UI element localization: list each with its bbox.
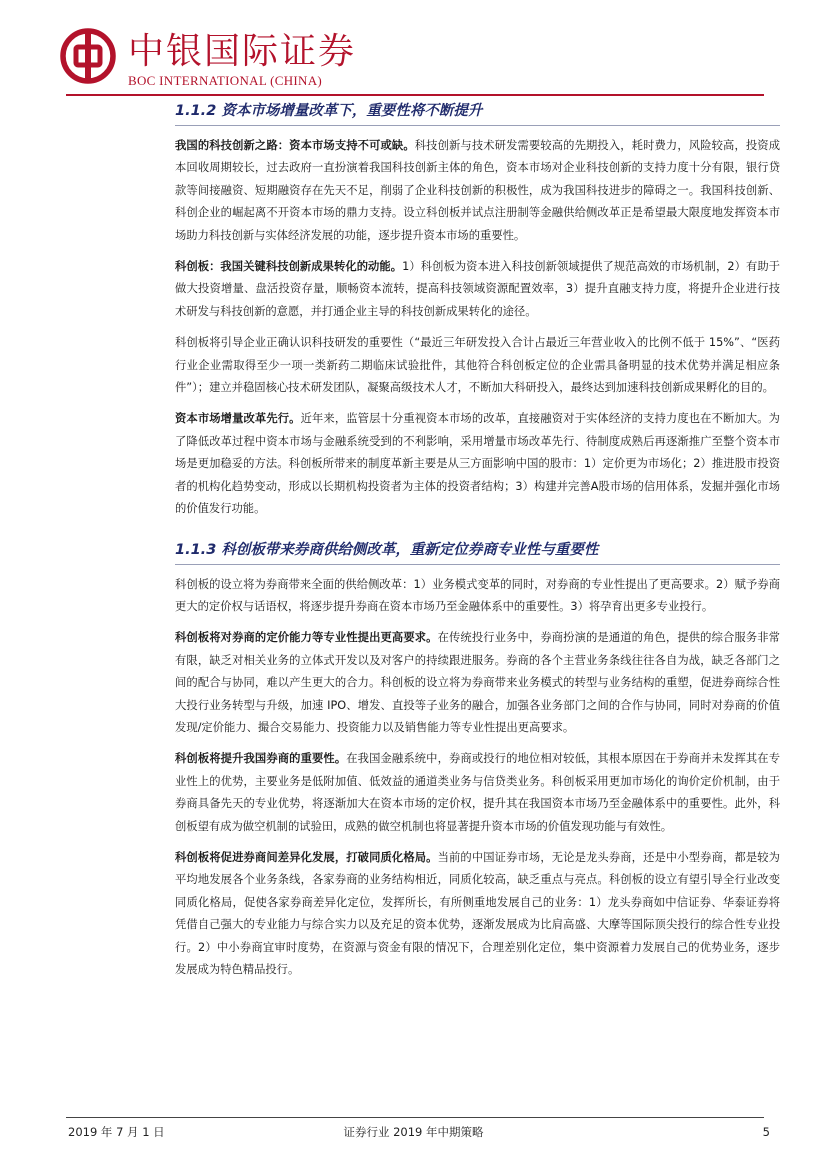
paragraph-lead: 科创板：我国关键科技创新成果转化的动能。 <box>175 260 403 274</box>
paragraph-text: 在传统投行业务中，券商扮演的是通道的角色，提供的综合服务非常有限，缺乏对相关业务的立体式开发以及对客户的持续跟进服务。券商的各个主营业务条线往往各自为战，缺乏各部门之间的配合与协同，难以产生更大的合力。科创板的设立将为券商带来业务模式的转型与业务结构的重塑，促进券商综合性大投行业务转型与升级，加速 IPO、增发、直投等子业务的融合，加强各业务部门之间的合作与协同，同时对券商的价值发现/定价能力、撮合交易能力、投资能力以及销售能力等专业性提出更高要求。 <box>175 631 780 734</box>
paragraph-lead: 科创板将对券商的定价能力等专业性提出更高要求。 <box>175 631 438 645</box>
paragraph-lead: 科创板将提升我国券商的重要性。 <box>175 752 347 766</box>
paragraph <box>175 408 780 520</box>
section-heading-1-1-3: 1.1.3 科创板带来券商供给侧改革，重新定位券商专业性与重要性 <box>175 537 780 565</box>
paragraph <box>175 847 780 981</box>
section-heading-1-1-2: 1.1.2 资本市场增量改革下，重要性将不断提升 <box>175 98 780 126</box>
paragraph-text: 近年来，监管层十分重视资本市场的改革，直接融资对于实体经济的支持力度也在不断加大。为了降低改革过程中资本市场与金融系统受到的不利影响，采用增量市场改革先行、待制度成熟后再逐渐推广至整个资本市场是更加稳妥的方法。科创板所带来的制度革新主要是从三方面影响中国的股市：1）定价更为市场化；2）推进股市投资者的机构化趋势变动，形成以长期机构投资者为主体的投资者结构；3）构建并完善A股市场的信用体系，发掘并强化市场的价值发行功能。 <box>175 412 780 516</box>
paragraph <box>175 332 780 399</box>
paragraph-text: 在我国金融系统中，券商或投行的地位相对较低，其根本原因在于券商并未发挥其在专业性上的优势，主要业务是低附加值、低效益的通道类业务与信贷类业务。科创板采用更加市场化的询价定价机制，由于券商具备先天的专业优势，将逐渐加大在资本市场的定价权，提升其在我国资本市场乃至金融体系中的重要性。此外，科创板望有成为做空机制的试验田，成熟的做空机制也将显著提升资本市场的价值发现功能与有效性。 <box>175 752 780 833</box>
brand-name-cn: 中银国际证券 <box>128 31 357 72</box>
footer-report-title: 证券行业 2019 年中期策略 <box>343 1125 484 1139</box>
bank-of-china-logo <box>60 28 116 84</box>
paragraph-lead: 资本市场增量改革先行。 <box>175 412 301 426</box>
paragraph <box>175 256 780 323</box>
paragraph-text: 科创板的设立将为券商带来全面的供给侧改革：1）业务模式变革的同时，对券商的专业性提出了更高要求。2）赋予券商更大的定价权与话语权，将逐步提升券商在资本市场乃至金融体系中的重要性。3）将孕育出更多专业投行。 <box>175 577 780 613</box>
paragraph <box>175 135 780 247</box>
footer-date: 2019 年 7 月 1 日 <box>68 1125 165 1139</box>
brand-name-en: BOC INTERNATIONAL (CHINA) <box>128 73 323 88</box>
paragraph <box>175 574 780 619</box>
report-body <box>175 98 780 990</box>
footer-divider <box>66 1117 764 1118</box>
paragraph-lead: 我国的科技创新之路：资本市场支持不可或缺。 <box>175 139 415 152</box>
page-number: 5 <box>762 1125 770 1139</box>
paragraph-text: 科创板将引导企业正确认识科技研发的重要性（“最近三年研发投入合计占最近三年营业收入的比例不低于 15%”、“医药行业企业需取得至少一项一类新药二期临床试验批件，其他符合科创板定位的企业需具备明显的技术优势并满足相应条件”）；建立并稳固核心技术研发团队，凝聚高级技术人才，不断加大科研投入，最终达到加速科技创新成果孵化的目的。 <box>175 336 780 395</box>
paragraph-text: 科技创新与技术研发需要较高的先期投入，耗时费力，风险较高，投资成本回收周期较长，过去政府一直扮演着我国科技创新主体的角色，资本市场对企业科技创新的支持力度十分有限，银行贷款等间接融资、短期融资存在先天不足，削弱了企业科技创新的积极性，成为我国科技进步的障碍之一。我国科技创新、科创企业的崛起离不开资本市场的鼎力支持。设立科创板并试点注册制等金融供给侧改革正是希望最大限度地发挥资本市场助力科技创新与实体经济发展的功能，逐步提升资本市场的重要性。 <box>175 139 780 242</box>
paragraph-lead: 科创板将促进券商间差异化发展，打破同质化格局。 <box>175 850 438 864</box>
page-header <box>0 0 827 100</box>
paragraph-text: 当前的中国证券市场，无论是龙头券商，还是中小型券商，都是较为平均地发展各个业务条线，各家券商的业务结构相近，同质化较高，缺乏重点与亮点。科创板的设立有望引导全行业改变同质化格局，促使各家券商差异化定位，发挥所长，有所侧重地发展自己的业务：1）龙头券商如中信证券、华泰证券将凭借自己强大的专业能力与综合实力以及充足的资本优势，逐渐发展成为比肩高盛、大摩等国际顶尖投行的综合性专业投行。2）中小券商宜审时度势，在资源与资金有限的情况下，合理差别化定位，集中资源着力发展自己的优势业务，逐步发展成为特色精品投行。 <box>175 850 780 976</box>
header-divider <box>66 94 764 96</box>
paragraph <box>175 748 780 838</box>
paragraph-text: 1）科创板为资本进入科技创新领域提供了规范高效的市场机制，2）有助于做大投资增量、盘活投资存量，顺畅资本流转，提高科技领域资源配置效率，3）提升直融支持力度，将提升企业进行技术研发与科技创新的意愿，并打通企业主导的科技创新成果转化的途径。 <box>175 260 780 318</box>
paragraph <box>175 627 780 739</box>
